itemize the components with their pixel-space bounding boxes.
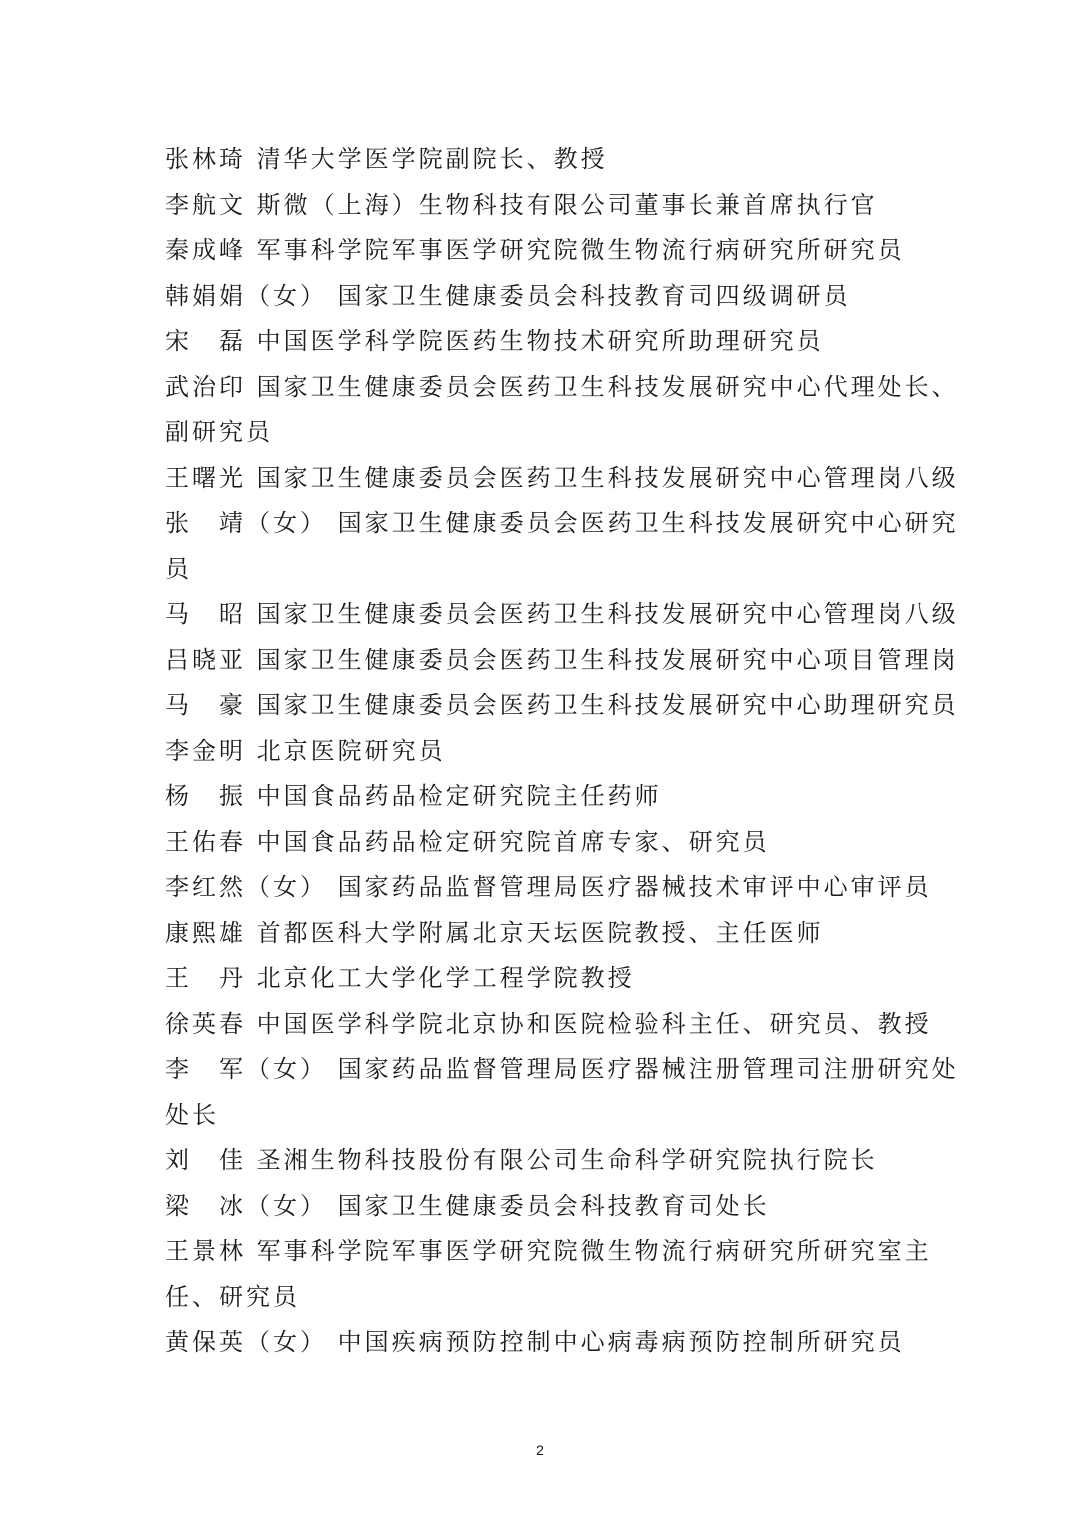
- list-line: 马 昭 国家卫生健康委员会医药卫生科技发展研究中心管理岗八级: [165, 600, 959, 628]
- list-line: 吕晓亚 国家卫生健康委员会医药卫生科技发展研究中心项目管理岗: [165, 645, 959, 674]
- list-line: 梁 冰（女） 国家卫生健康委员会科技教育司处长: [165, 1191, 770, 1220]
- list-line: 员: [165, 554, 192, 583]
- list-line: 王佑春 中国食品药品检定研究院首席专家、研究员: [165, 827, 770, 856]
- list-line: 宋 磊 中国医学科学院医药生物技术研究所助理研究员: [165, 327, 824, 355]
- list-line: 徐英春 中国医学科学院北京协和医院检验科主任、研究员、教授: [165, 1009, 932, 1038]
- list-line: 王 丹 北京化工大学化学工程学院教授: [165, 964, 635, 992]
- list-line: 黄保英（女） 中国疾病预防控制中心病毒病预防控制所研究员: [165, 1328, 905, 1356]
- list-line: 秦成峰 军事科学院军事医学研究院微生物流行病研究所研究员: [165, 236, 905, 264]
- list-line: 张 靖（女） 国家卫生健康委员会医药卫生科技发展研究中心研究: [165, 509, 959, 537]
- list-line: 刘 佳 圣湘生物科技股份有限公司生命科学研究院执行院长: [165, 1146, 878, 1174]
- list-line: 康熙雄 首都医科大学附属北京天坛医院教授、主任医师: [165, 918, 824, 947]
- list-line: 马 豪 国家卫生健康委员会医药卫生科技发展研究中心助理研究员: [165, 691, 959, 719]
- list-line: 王曙光 国家卫生健康委员会医药卫生科技发展研究中心管理岗八级: [165, 463, 959, 492]
- list-line: 处长: [165, 1100, 219, 1129]
- page-number: 2: [536, 1442, 544, 1458]
- member-list: [165, 137, 959, 1366]
- list-line: 武治印 国家卫生健康委员会医药卫生科技发展研究中心代理处长、: [165, 372, 959, 401]
- list-line: 李红然（女） 国家药品监督管理局医疗器械技术审评中心审评员: [165, 873, 932, 901]
- list-line: 张林琦 清华大学医学院副院长、教授: [165, 145, 608, 173]
- list-line: 李航文 斯微（上海）生物科技有限公司董事长兼首席执行官: [165, 190, 878, 219]
- list-line: 任、研究员: [165, 1282, 300, 1311]
- list-line: 杨 振 中国食品药品检定研究院主任药师: [165, 782, 662, 810]
- list-line: 副研究员: [165, 418, 273, 446]
- list-line: 李金明 北京医院研究员: [165, 736, 446, 765]
- list-line: 李 军（女） 国家药品监督管理局医疗器械注册管理司注册研究处: [165, 1055, 959, 1083]
- list-line: 韩娟娟（女） 国家卫生健康委员会科技教育司四级调研员: [165, 281, 851, 310]
- list-line: 王景林 军事科学院军事医学研究院微生物流行病研究所研究室主: [165, 1237, 932, 1265]
